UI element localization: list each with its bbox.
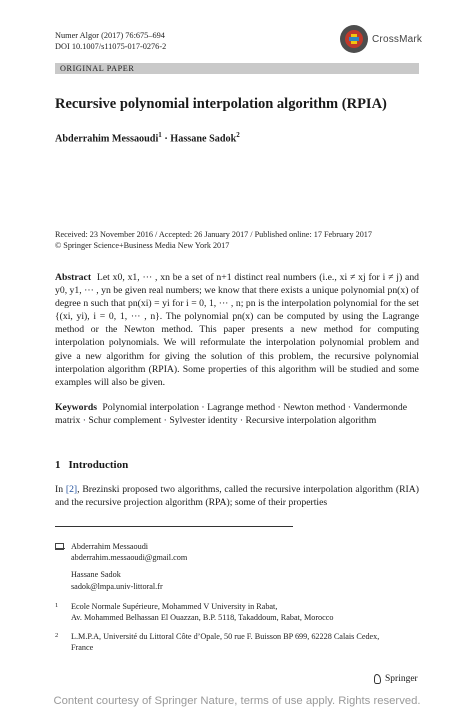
- affiliation: [55, 601, 334, 623]
- footnote-rule: [55, 526, 293, 527]
- contact-entry: [55, 541, 187, 563]
- affiliation-line: France: [71, 643, 94, 653]
- keywords-text: Polynomial interpolation · Lagrange method · Newton method · Vandermonde matrix · Schur complement · Sylvester identity · Recursive interpolation algorithm: [55, 402, 408, 427]
- author-affiliation-mark: 1: [158, 131, 162, 139]
- citation-link[interactable]: [2]: [65, 484, 78, 495]
- journal-header: [55, 30, 166, 52]
- authors: [55, 131, 240, 144]
- abstract: [55, 271, 419, 389]
- affiliation-number: 2: [55, 632, 59, 639]
- affiliation-line: Av. Mohammed Belhassan El Ouazzan, B.P. 5118, Takaddoum, Rabat, Morocco: [71, 613, 334, 623]
- doi: DOI 10.1007/s11075-017-0276-2: [55, 42, 167, 51]
- section-heading: [55, 459, 128, 471]
- history-line: Received: 23 November 2016 / Accepted: 26 January 2017 / Published online: 17 February 2017: [55, 230, 372, 239]
- introduction-paragraph: [55, 483, 419, 509]
- abstract-text: Let x0, x1, ··· , xn be a set of n+1 distinct real numbers (i.e., xi ≠ xj for i ≠ j) and y0, y1, ··· , yn be given real numbers; we know that there exists a unique polynomial pn(x) of degree n such that pn(xi) = yi for i = 0, 1, ··· , n; pn is the interpolation polynomial for the set {(xi, yi), i = 0, 1, ··· , n}. The polynomial pn(x) can be computed by using the Lagrange method or the Newton method. This paper presents a new method for computing interpolation polynomials. We will reformulate the interpolation polynomial problem and give a new algorithm for giving the solution of this problem, the recursive polynomial interpolation algorithm (RPIA). Some properties of this algorithm will be studied and some examples will also be given.: [55, 272, 420, 388]
- envelope-icon: [55, 543, 64, 550]
- affiliation-line: L.M.P.A, Université du Littoral Côte d’Opale, 50 rue F. Buisson BP 699, 62228 Calais Cedex,: [71, 632, 380, 641]
- crossmark-badge[interactable]: [340, 24, 428, 54]
- author-affiliation-mark: 2: [236, 131, 240, 139]
- author-name: Abderrahim Messaoudi: [55, 133, 159, 145]
- paper-title: Recursive polynomial interpolation algorithm (RPIA): [55, 96, 387, 112]
- affiliation-line: Ecole Normale Supérieure, Mohammed V University in Rabat,: [71, 602, 278, 611]
- publisher-logo: [373, 674, 418, 684]
- section-title: Introduction: [68, 459, 129, 471]
- section-label: ORIGINAL PAPER: [60, 64, 135, 73]
- copyright-line: © Springer Science+Business Media New York 2017: [55, 241, 230, 250]
- abstract-heading: Abstract: [55, 272, 92, 283]
- crossmark-label: CrossMark: [372, 33, 423, 45]
- journal-citation: Numer Algor (2017) 76:675–694: [55, 31, 165, 40]
- affiliation-number: 1: [55, 602, 59, 609]
- crossmark-icon: [340, 25, 368, 53]
- contact-email[interactable]: abderrahim.messaoudi@gmail.com: [71, 553, 188, 563]
- publisher-name: Springer: [385, 674, 418, 684]
- keywords: [55, 401, 419, 427]
- affiliation: [55, 631, 379, 653]
- author-name: Hassane Sadok: [170, 133, 237, 145]
- contact-entry: [55, 569, 187, 591]
- courtesy-watermark: Content courtesy of Springer Nature, terms of use apply. Rights reserved.: [53, 695, 421, 707]
- contact-name: Abderrahim Messaoudi: [71, 542, 149, 551]
- contact-email[interactable]: sadok@lmpa.univ-littoral.fr: [71, 581, 163, 591]
- correspondence: [55, 541, 187, 592]
- publication-dates: [55, 229, 372, 251]
- author-separator: ·: [161, 133, 171, 145]
- keywords-heading: Keywords: [55, 402, 97, 413]
- contact-name: Hassane Sadok: [71, 570, 121, 580]
- springer-horse-icon: [373, 674, 382, 684]
- intro-text: , Brezinski proposed two algorithms, called the recursive interpolation algorithm (RIA) and the recursive projection algorithm (RPA); some of their properties: [55, 484, 419, 509]
- section-number: 1: [55, 459, 61, 471]
- intro-text: In: [55, 484, 66, 495]
